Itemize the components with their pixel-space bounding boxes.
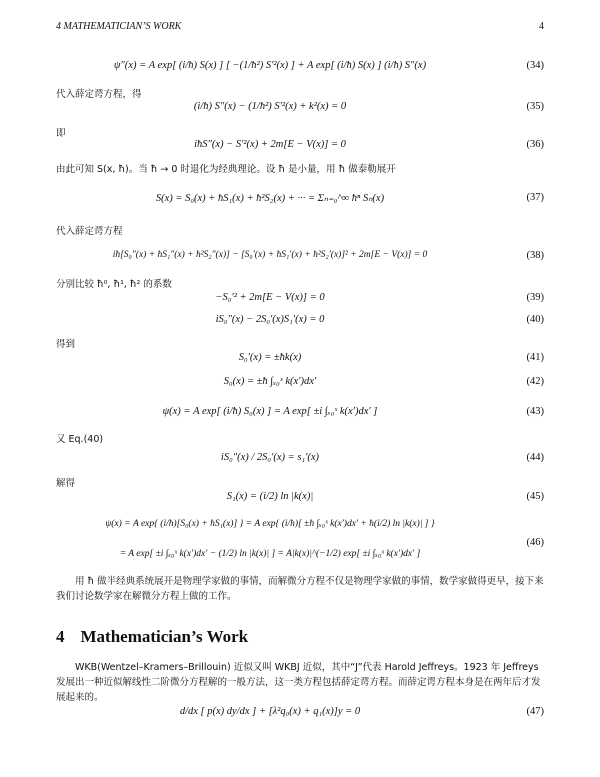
equation-body: ψ(x) = A exp{ (i/ħ)[S₀(x) + ħS₁(x)] } = A exp{ (i/ħ)[ ±ħ ∫ₓ₀ˣ k(x′)dx′ + ħ(i/2) ln |k(x)| ] } — [105, 519, 435, 529]
equation-body: iS₀″(x) / 2S₀′(x) = s₁′(x) — [220, 452, 320, 463]
equation-tag: (35) — [526, 101, 544, 112]
equation-36 — [56, 139, 544, 157]
equation-body: −S₀′² + 2m[E − V(x)] = 0 — [215, 292, 325, 303]
equation-body: ψ(x) = A exp[ (i/ħ) S₀(x) ] = A exp[ ±i ∫ₓ₀ˣ k(x′)dx′ ] — [162, 406, 378, 417]
equation-tag: (43) — [526, 406, 544, 417]
equation-body: iħ[S₀″(x) + ħS₁″(x) + ħ²S₂″(x)] − [S₀′(x) + ħS₁′(x) + ħ²S₂′(x)]² + 2m[E − V(x)] = 0 — [112, 250, 428, 260]
text-taylor-expand: 由此可知 S(x, ħ)。当 ħ → 0 时退化为经典理论。设 ħ 是小量，用 ħ 做泰勒展开 — [56, 164, 396, 175]
equation-tag: (47) — [526, 706, 544, 717]
equation-body: ψ″(x) = A exp[ (i/ħ) S(x) ] [ −(1/ħ²) S′²(x) ] + A exp[ (i/ħ) S(x) ] (i/ħ) S″(x) — [113, 60, 427, 71]
equation-tag: (36) — [526, 139, 544, 150]
equation-tag: (44) — [526, 452, 544, 463]
equation-35 — [56, 101, 544, 119]
equation-39 — [56, 292, 544, 310]
page-number: 4 — [539, 21, 544, 32]
equation-tag: (42) — [526, 376, 544, 387]
section-title: Mathematician’s Work — [80, 627, 249, 646]
equation-tag: (39) — [526, 292, 544, 303]
equation-body: S₁(x) = (i/2) ln |k(x)| — [226, 491, 314, 502]
equation-46-line-1 — [56, 519, 544, 537]
paragraph-semiclassical: 用 ħ 做半经典系统展开是物理学家做的事情，而解微分方程不仅是物理学家做的事情，数学家做得更早，接下来我们讨论数学家在解微分方程上做的工作。 — [56, 576, 544, 602]
equation-45 — [56, 491, 544, 509]
equation-body: iS₀″(x) − 2S₀′(x)S₁′(x) = 0 — [215, 314, 325, 325]
equation-34 — [56, 60, 544, 78]
section-heading — [56, 627, 248, 647]
text-obtain: 得到 — [56, 339, 76, 350]
section-number: 4 — [56, 627, 65, 646]
equation-body: S₀(x) = ±ħ ∫ₓ₀ˣ k(x′)dx′ — [223, 376, 317, 387]
equation-41 — [56, 352, 544, 370]
paragraph-wkb: WKB(Wentzel–Kramers–Brillouin) 近似又叫 WKBJ 近似，其中“J”代表 Harold Jeffreys。1923 年 Jeffreys 发展出一种近似解线性二阶微分方程解的一般方法，这一类方程包括薛定谔方程。而薛定谔方程本身是在两年后才发展起来的。 — [56, 662, 541, 703]
equation-38 — [56, 250, 544, 268]
text-substitute: 代入薛定谔方程，得 — [56, 89, 142, 100]
equation-43 — [56, 406, 544, 424]
equation-body: S₀′(x) = ±ħk(x) — [238, 352, 302, 363]
equation-tag: (40) — [526, 314, 544, 325]
equation-44 — [56, 452, 544, 470]
text-eq40-ref: 又 Eq.(40) — [56, 434, 104, 445]
equation-40 — [56, 314, 544, 332]
equation-body: iħS″(x) − S′²(x) + 2m[E − V(x)] = 0 — [194, 139, 346, 150]
equation-tag: (45) — [526, 491, 544, 502]
equation-body: d/dx [ p(x) dy/dx ] + [λ²q₀(x) + q₁(x)]y = 0 — [179, 706, 361, 717]
equation-tag: (38) — [526, 250, 544, 261]
running-header — [56, 21, 544, 35]
equation-47 — [56, 706, 544, 724]
running-header-title: 4 MATHEMATICIAN’S WORK — [56, 21, 182, 32]
equation-tag: (41) — [526, 352, 544, 363]
equation-37 — [56, 192, 544, 210]
text-solve: 解得 — [56, 478, 76, 489]
equation-body: = A exp[ ±i ∫ₓ₀ˣ k(x′)dx′ − (1/2) ln |k(x)| ] = A|k(x)|^(−1/2) exp[ ±i ∫ₓ₀ˣ k(x′)dx′ ] — [119, 549, 421, 559]
equation-body: S(x) = S₀(x) + ħS₁(x) + ħ²S₂(x) + ··· = Σₙ₌₀^∞ ħⁿ Sₙ(x) — [155, 193, 385, 204]
equation-46-tag: (46) — [526, 537, 544, 548]
text-compare-coefficients: 分别比较 ħ⁰, ħ¹, ħ² 的系数 — [56, 279, 172, 290]
equation-46-line-2 — [56, 549, 544, 567]
equation-body: (i/ħ) S″(x) − (1/ħ²) S′²(x) + k²(x) = 0 — [193, 101, 347, 112]
text-ie: 即 — [56, 128, 66, 139]
equation-42 — [56, 376, 544, 394]
equation-tag: (37) — [526, 192, 544, 203]
text-substitute-2: 代入薛定谔方程 — [56, 226, 123, 237]
equation-tag: (34) — [526, 60, 544, 71]
